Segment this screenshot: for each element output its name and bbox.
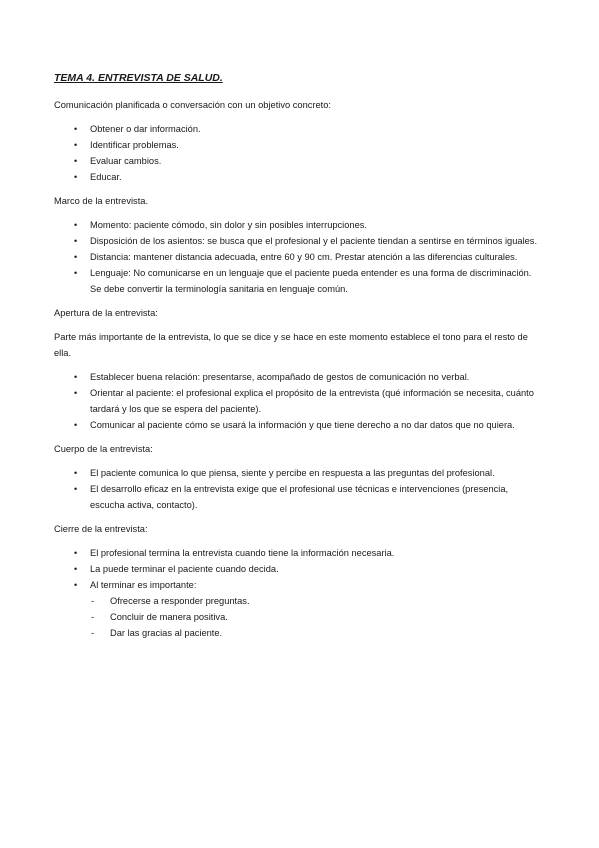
list-item: • Educar. (54, 169, 545, 185)
apertura-list (54, 369, 545, 433)
bullet-icon: • (74, 140, 78, 150)
section-heading-cierre: Cierre de la entrevista: (54, 524, 148, 534)
bullet-icon: • (74, 124, 78, 134)
bullet-icon: • (74, 156, 78, 166)
list-item: • Al terminar es importante: - Ofrecerse a responder preguntas. - Concluir de manera positiva. - Dar las gracias al paciente. (54, 577, 545, 641)
cuerpo-list (54, 465, 545, 513)
list-item: • El paciente comunica lo que piensa, siente y percibe en respuesta a las preguntas del profesional. (54, 465, 545, 481)
list-item: • Disposición de los asientos: se busca que el profesional y el paciente tiendan a sentirse en términos iguales. (54, 233, 545, 249)
bullet-icon: • (74, 548, 78, 558)
bullet-icon: • (74, 236, 78, 246)
section-heading-cuerpo: Cuerpo de la entrevista: (54, 444, 153, 454)
dash-icon: - (91, 628, 95, 638)
list-item: • Identificar problemas. (54, 137, 545, 153)
bullet-icon: • (74, 268, 78, 278)
intro-list (54, 121, 545, 185)
dash-icon: - (91, 596, 95, 606)
bullet-icon: • (74, 388, 78, 398)
list-item: • Lenguaje: No comunicarse en un lenguaje que el paciente pueda entender es una forma de discriminación. Se debe convertir la terminología sanitaria en lenguaje común. (54, 265, 545, 297)
sublist-item: - Dar las gracias al paciente. (54, 625, 545, 641)
list-item: • El desarrollo eficaz en la entrevista exige que el profesional use técnicas e intervenciones (presencia, escucha activa, contacto). (54, 481, 545, 513)
list-item: • Comunicar al paciente cómo se usará la información y que tiene derecho a no dar datos que no quiera. (54, 417, 545, 433)
section-heading-apertura: Apertura de la entrevista: (54, 308, 158, 318)
cierre-list (54, 545, 545, 641)
bullet-icon: • (74, 564, 78, 574)
apertura-paragraph: Parte más importante de la entrevista, lo que se dice y se hace en este momento establece el tono para el resto de ella. (54, 332, 528, 358)
bullet-icon: • (74, 420, 78, 430)
bullet-icon: • (74, 372, 78, 382)
marco-list (54, 217, 545, 297)
sublist-item: - Ofrecerse a responder preguntas. (54, 593, 545, 609)
list-item: • Orientar al paciente: el profesional explica el propósito de la entrevista (qué información se necesita, cuánto tardará y los que se espera del paciente). (54, 385, 545, 417)
list-item: • Distancia: mantener distancia adecuada, entre 60 y 90 cm. Prestar atención a las diferencias culturales. (54, 249, 545, 265)
dash-icon: - (91, 612, 95, 622)
bullet-icon: • (74, 252, 78, 262)
list-item: • Establecer buena relación: presentarse, acompañado de gestos de comunicación no verbal. (54, 369, 545, 385)
list-item: • El profesional termina la entrevista cuando tiene la información necesaria. (54, 545, 545, 561)
cierre-sublist (90, 593, 545, 641)
list-item: • Evaluar cambios. (54, 153, 545, 169)
bullet-icon: • (74, 172, 78, 182)
section-heading-marco: Marco de la entrevista. (54, 196, 149, 206)
list-item: • La puede terminar el paciente cuando decida. (54, 561, 545, 577)
document-title: TEMA 4. ENTREVISTA DE SALUD. (54, 72, 223, 84)
bullet-icon: • (74, 220, 78, 230)
list-item: • Obtener o dar información. (54, 121, 545, 137)
intro-paragraph: Comunicación planificada o conversación con un objetivo concreto: (54, 100, 332, 110)
bullet-icon: • (74, 484, 78, 494)
bullet-icon: • (74, 468, 78, 478)
list-item: • Momento: paciente cómodo, sin dolor y sin posibles interrupciones. (54, 217, 545, 233)
sublist-item: - Concluir de manera positiva. (54, 609, 545, 625)
bullet-icon: • (74, 580, 78, 590)
